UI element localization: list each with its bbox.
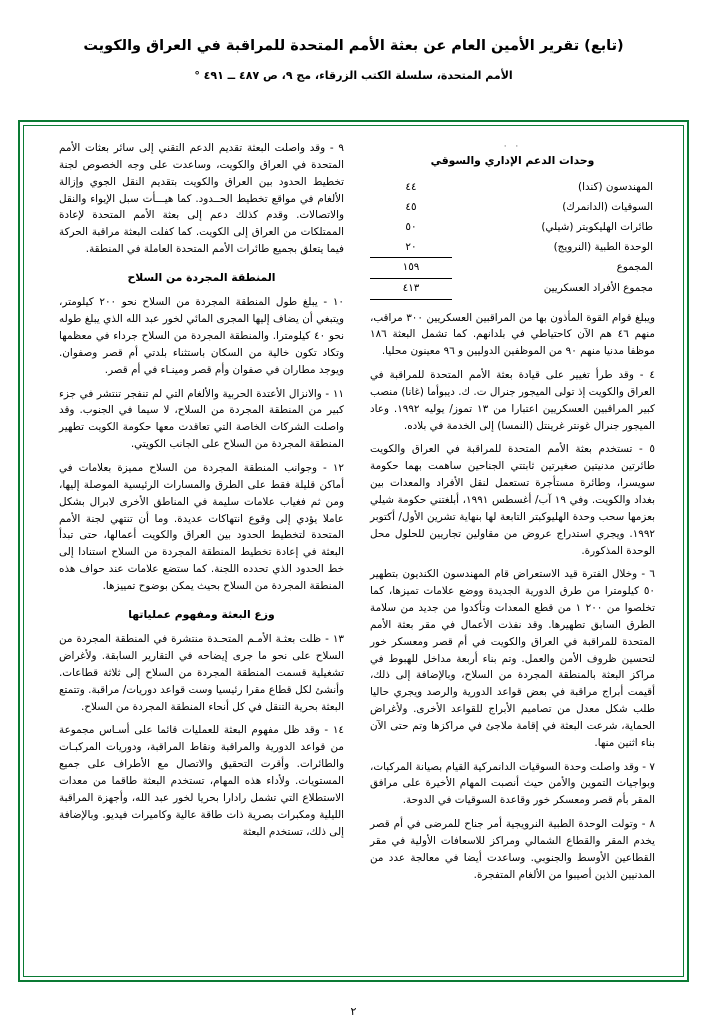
column-left — [59, 140, 344, 962]
section-heading-demilitarized-zone: المنطقة المجردة من السلاح — [127, 270, 276, 284]
paragraph: ١٣ - ظلت بعثـة الأمـم المتحـدة منتشرة في المنطقة المجردة من السلاح على نحو ما جرى إيضاحه في التقارير السابقة. ولأغراض تشغيلية قسمت المنطقة المجردة من السلاح إلى ثلاثة قطاعات. وأنشئ لكل قطاع مقرا رئيسيا وست قواعد دوريات/ مراقبة. وتتمتع البعثة بحرية التنقل في كل أنحاء المنطقة المجردة من السلاح. — [59, 633, 344, 713]
paragraph: ٤ - وقد طرأ تغيير على قيادة بعثة الأمم المتحدة للمراقبة في العراق والكويت إذ تولى الميجور جنرال ت. ك. ديبوأما (غانا) منصب كبير المراقبين العسكريين اعتبارا من ١٣ تموز/ يوليه ١٩٩٢. وعاد الميجور جنرال غونتر غرينتل (النمسا) إلى الخدمة في بلاده. — [370, 369, 655, 432]
paragraph: ٧ - وقد واصلت وحدة السوقيات الدانمركية القيام بصيانة المركبات، وبواجيات التموين والأمن حيث أنصبت المهام الأخيرة على مرافق المقر بأم قصر ومعسكر خور وقاعدة السوقيات في الدوحة. — [370, 760, 655, 807]
table-row-subtotal — [370, 257, 655, 278]
paragraph: ٨ - وتولت الوحدة الطبية النرويجية أمر جناح للمرضى في أم قصر يخدم المقر والقطاع الشمالي ومراكز للاسعافات الأولية في مقر القطاعين الأوسط والجنوبي. وساعدت أيضا في معالجة عدد من المدنيين الذين أصيبوا من الألغام المتفجرة. — [370, 818, 655, 881]
table-row-total — [370, 278, 655, 299]
table-cell-label: طائرات الهليكوبتر (شيلي) — [541, 220, 653, 233]
paragraph: ٩ - وقد واصلت البعثة تقديم الدعم التقني إلى سائر بعثات الأمم المتحدة في العراق والكويت، وساعدت على وجه الخصوص لجنة تخطيط الحدود بين العراق والكويت بتقديم النقل الجوي وإزالة الألغام في مواقع تخطيط الحــدود. كما هيـــأت سبل الإيواء والنقل والاتصالات. وقدم كذلك دعم إلى بعثة الأمم المتحدة لإعادة الممتلكات من العراق إلى الكويت. كما كفلت البعثة مراقبة الحركة فيما يتعلق بجميع طائرات الأمم المتحدة العاملة في المنطقة. — [59, 142, 344, 256]
table-row — [370, 217, 655, 237]
document-header — [0, 0, 707, 84]
table-cell-value: ٤٥ — [405, 200, 417, 213]
table-cell-value: ٥٠ — [405, 220, 417, 233]
page-subtitle: الأمم المتحدة، سلسلة الكتب الزرقاء، مج ٩، ص ٤٨٧ ــ ٤٩١ ° — [194, 69, 513, 83]
paragraph: ٥ - تستخدم بعثة الأمم المتحدة للمراقبة في العراق والكويت طائرتين مدنيتين صغيرتين ثابتتي الجناحين ساهمت بهما حكومة سويسرا، وطائرة مستأجرة تستعمل لنقل الأفراد والمعدات بين بغداد والكويت. وفي ١٩ آب/ أغسطس ١٩٩١، أبلغتني حكومة شيلي بعزمها سحب وحدة الهليوكبتر التابعة لها بنهاية تشرين الأول/ أكتوبر ١٩٩٢. ويجري استدراج عروض من مقاولين تجاريين للحلول محل الوحدة المذكورة. — [370, 443, 655, 557]
document-body — [34, 132, 673, 970]
corner-mark: · · — [503, 142, 522, 152]
table-cell-value: ١٥٩ — [370, 257, 452, 278]
paragraph: ١٠ - يبلغ طول المنطقة المجردة من السلاح نحو ٢٠٠ كيلومتر، ويتبغي أن يضاف إليها المجرى المائي لخور عبد الله الذي يبلغ طوله نحو ٤٠ كيلومترا. والمنطقة المجردة من السلاح جرداء في معظمها وتكاد تكون خالية من السكان باستثناء بلدتي أم قصر وصفوان. ويوجد مطاران في صفوان وأم قصر ومينـاء في أم قصر. — [59, 296, 345, 376]
table-row — [370, 197, 655, 217]
support-units-table — [370, 177, 655, 299]
paragraph: ١١ - والانزال الأعتدة الحربية والألغام التي لم تنفجر تنتشر في جزء كبير من المنطقة المجردة من السلاح، لا سيما في الجنوب. وقد واصلت الشركات الخاصة التي تعاقدت معها حكومة الكويت تطهير المنطقة المجردة من السلاح على الجانب الكويتي. — [59, 387, 344, 451]
table-cell-label: الوحدة الطبية (النرويج) — [553, 240, 653, 253]
table-cell-label: مجموع الأفراد العسكريين — [543, 282, 653, 295]
table-row — [370, 237, 655, 257]
table-title: وحدات الدعم الإداري والسوقي — [430, 154, 595, 167]
table-cell-label: المهندسون (كندا) — [578, 180, 653, 193]
paragraph: ١٢ - وجوانب المنطقة المجردة من السلاح مميزة بعلامات في أماكن قليلة فقط على الطرق والمسارات الرئيسية الموصلة إليها، ومن ثم فغياب علامات سليمة في المناطق الأخرى لابرال بشكل عاملا يؤدي إلى وقوع انتهاكات عديدة. وما أن تنتهي لجنة الأمم المتحدة لتخطيط الحدود بين العراق والكويت أعمالها، حتى تبدأ البعثة في إعادة تخطيط المنطقة المجردة من السلاح استنادا إلى خط الحدود الذي تحدده اللجنة. كما ستضع علامات عند حواف هذه المنطقة المجردة من السلاح بحيث يمكن بوضوح تمييزها. — [59, 461, 344, 592]
page-title: (تابع) تقرير الأمين العام عن بعثة الأمم المتحدة للمراقبة في العراق والكويت — [83, 38, 624, 54]
paragraph: ٦ - وخلال الفترة قيد الاستعراض قام المهندسون الكنديون بتطهير ٥٠ كيلومترا من طرق الدورية الجديدة ووضع علامات تميزها، كما تخلصوا من ٢٠٠ ١ من قطع المعدات وتأكدوا من جديد من سلامة الطرق السابق تطهيرها. وقد نفذت الأعمال في مقر بعثة الأمم المتحدة للمراقبة في العراق والكويت في أم قصر ومعسكر خور لتحسين ظروف الأمن والعمل. وتم بناء أربعة مداخل للهبوط في مراكز البعثة بالمنطقة المجردة من السلاح، وبالإضافة إلى ذلك، أقيمت أبراج مراقبة في بعض قواعد الدورية والرصد ويجري حاليا طلب شكل معدل من تصاميم الأبراج للقواعد الأخرى. ولأغراض الحماية، شرعت البعثة في إقامة ملاجئ في مراكزها وتم حتى الآن بناء اثنين منها. — [370, 568, 656, 749]
page-number: ٢ — [350, 1005, 357, 1018]
table-cell-value: ٢٠ — [405, 240, 417, 253]
column-right — [370, 140, 655, 962]
table-cell-label: المجموع — [616, 261, 653, 274]
table-cell-value: ٤٤ — [405, 180, 417, 193]
table-cell-value: ٤١٣ — [370, 278, 452, 299]
paragraph: ١٤ - وقد ظل مفهوم البعثة للعمليات قائما على أسـاس مجموعة من قواعد الدورية والمراقبة ونقاط المراقبة، ودوريات المركبـات والطائرات. وأقرت التحقيق والاتصال مع الأطراف على جميع المستويات. ولأداء هذه المهام، تستخدم البعثة طاقما من معدات الاستطلاع التي تشمل رادارا بحريا لخور عبد الله، وأجهزة المراقبة الليلية ومكبرات بصرية ذات طاقة عالية وكاميرات فيديو. وبالإضافة إلى ذلك، تستخدم البعثة — [59, 724, 344, 838]
table-cell-label: السوقيات (الدانمرك) — [562, 200, 653, 213]
paragraph: ويبلغ قوام القوة المأذون بها من المراقبين العسكريين ٣٠٠ مراقب، منهم ٤٦ هم الآن كاحتياطي في بلدانهم. كما تشمل البعثة ١٨٦ موظفا مدنيا منهم ٩٠ من الموظفين الدوليين و ٩٦ معينون محليا. — [370, 311, 656, 358]
section-heading-deployment-concept: وزع البعثة ومفهوم عملياتها — [128, 607, 275, 621]
table-row — [370, 177, 655, 197]
